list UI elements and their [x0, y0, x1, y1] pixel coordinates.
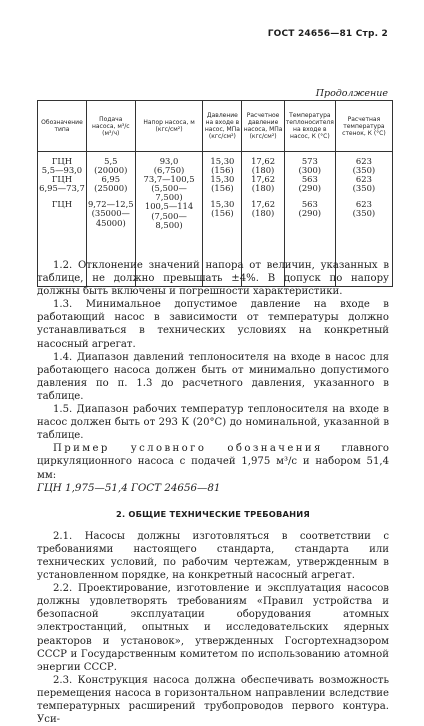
header-wall-temperature: Расчетная температура стенок, К (°С): [335, 101, 392, 152]
body-text: [37, 259, 389, 726]
designation-example: [37, 442, 389, 481]
designation-formula: ГЦН 1,975—51,4 ГОСТ 24656—81: [37, 481, 221, 494]
section-title: 2. ОБЩИЕ ТЕХНИЧЕСКИЕ ТРЕБОВАНИЯ: [115, 508, 311, 519]
paragraph-2-1: 2.1. Насосы должны изготовляться в соответствии с требованиями настоящего стандарта, стандарта или технических условий, по рабочим чертежам, утвержденным в установленном порядке, на конкретный насосный агрегат.: [37, 530, 389, 582]
paragraph-2-3: 2.3. Конструкция насоса должна обеспечивать возможность перемещения насоса в горизонтальном направлении вследствие температурных расширений трубопроводов первого контура. Уси-: [37, 674, 389, 726]
paragraph-1-3: 1.3. Минимальное допустимое давление на входе в работающий насос в зависимости от температуры должно устанавливаться в технических условиях на конкретный насосный агрегат.: [37, 299, 389, 350]
cell-flow: 5,5 (20000) 6,95 (25000) 9,72—12,5 (35000— 45000): [86, 152, 135, 287]
table-continuation-label: Продолжение: [315, 88, 388, 99]
page-header: ГОСТ 24656—81 Стр. 2: [267, 29, 388, 39]
header-inlet-temperature: Температура теплоносителя на входе в насос, К (°С): [284, 101, 335, 152]
cell-wall-temperature: 623 (350) 623 (350) 623 (350): [335, 152, 392, 287]
paragraph-2-2: 2.2. Проектирование, изготовление и эксплуатация насосов должны удовлетворять требованиям «Правил устройства и безопасной эксплуатации оборудования атомных электростанций, опытных и исследовательских ядерных реакторов и установок», утвержденных Госгортехнадзором СССР и Государственным комитетом по использованию атомной энергии СССР.: [37, 583, 389, 673]
cell-inlet-pressure: 15,30 (156) 15,30 (156) 15,30 (156): [203, 152, 242, 287]
header-head: Напор насоса, м (кгс/см²): [135, 101, 203, 152]
cell-design-pressure: 17,62 (180) 17,62 (180) 17,62 (180): [242, 152, 284, 287]
example-text: главного циркуляционного насоса с подачей 1,975 м³/с и набором 51,4 мм:: [37, 443, 390, 481]
header-inlet-pressure: Давление на входе в насос, МПа (кгс/см²): [203, 101, 242, 152]
paragraph-1-5: 1.5. Диапазон рабочих температур теплоносителя на входе в насос должен быть от 293 К (20°С) до номинальной, указанной в таблице.: [37, 404, 389, 442]
cell-inlet-temperature: 573 (300) 563 (290) 563 (290): [284, 152, 335, 287]
cell-type: ГЦН 5,5—93,0 ГЦН 6,95—73,7 ГЦН: [38, 152, 87, 287]
header-flow: Подача насоса, м³/с (м³/ч): [86, 101, 135, 152]
header-design-pressure: Расчетное давление насоса, МПа (кгс/см²): [242, 101, 284, 152]
paragraph-1-4: 1.4. Диапазон давлений теплоносителя на входе в насос для работающего насоса должен быть от минимально допустимого давления по п. 1.3 до расчетного давления, указанного в таблице.: [37, 351, 389, 402]
paragraph-1-2: 1.2. Отклонение значений напора от величин, указанных в таблице, не должно превышать ±4%. В допуск по напору должны быть включены и погрешности характеристики.: [37, 260, 389, 298]
header-type: Обозначение типа: [38, 101, 87, 152]
table-header-row: [38, 101, 393, 152]
example-label: Пример условного обозначения: [53, 443, 323, 455]
cell-head: 93,0 (6,750) 73,7—100,5 (5,500— 7,500) 100,5—114 (7,500— 8,500): [135, 152, 203, 287]
